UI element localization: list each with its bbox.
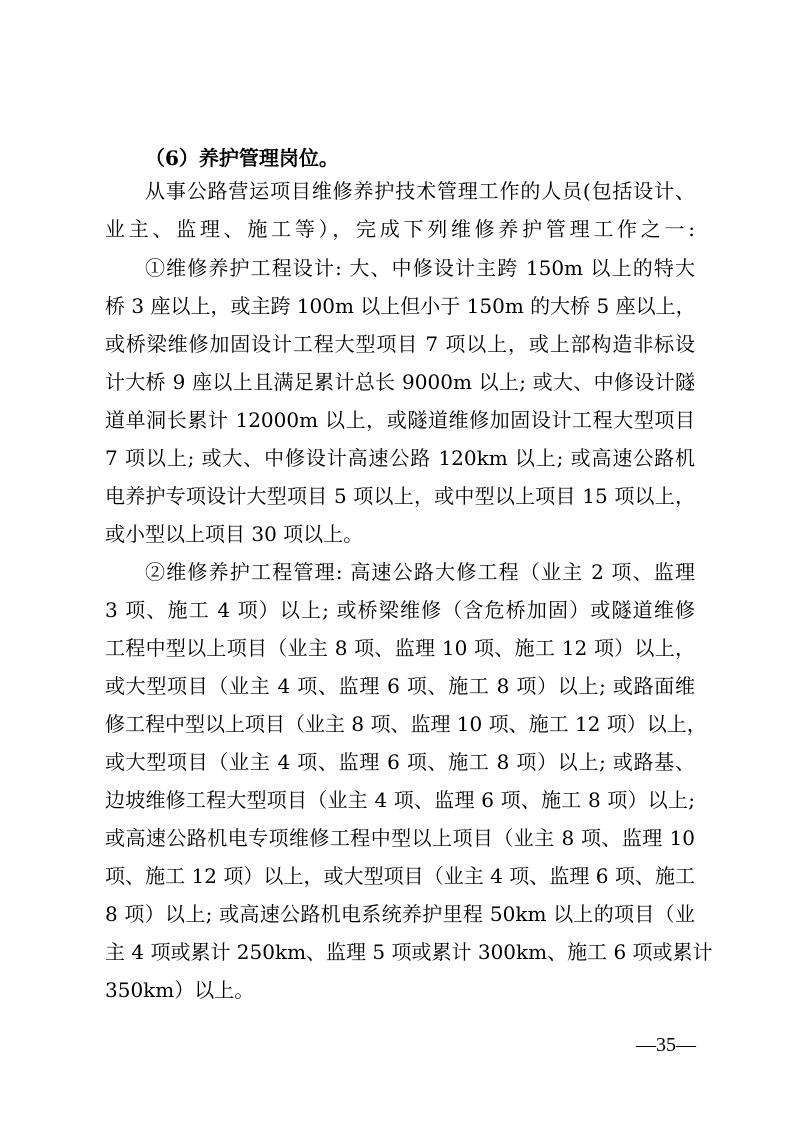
paragraph-line: 或小型以上项目 30 项以上。 bbox=[105, 522, 364, 546]
paragraph-line: 计大桥 9 座以上且满足累计总长 9000m 以上; 或大、中修设计隧 bbox=[105, 370, 695, 394]
paragraph-line: 电养护专项设计大型项目 5 项以上，或中型以上项目 15 项以上， bbox=[105, 484, 695, 508]
paragraph-line: 或高速公路机电专项维修工程中型以上项目（业主 8 项、监理 10 bbox=[105, 826, 695, 850]
paragraph-line: 修工程中型以上项目（业主 8 项、监理 10 项、施工 12 项）以上， bbox=[105, 712, 707, 736]
paragraph-line: ②维修养护工程管理: 高速公路大修工程（业主 2 项、监理 bbox=[145, 560, 695, 584]
paragraph-line: 桥 3 座以上，或主跨 100m 以上但小于 150m 的大桥 5 座以上， bbox=[105, 294, 696, 318]
section-heading: （6）养护管理岗位。 bbox=[145, 146, 339, 170]
paragraph-line: 或大型项目（业主 4 项、监理 6 项、施工 8 项）以上; 或路面维 bbox=[105, 674, 695, 698]
paragraph-line: 或大型项目（业主 4 项、监理 6 项、施工 8 项）以上; 或路基、 bbox=[105, 750, 695, 774]
paragraph-line: 350km）以上。 bbox=[105, 978, 255, 1002]
page-number: —35— bbox=[636, 1034, 696, 1056]
paragraph-line: 业主、监理、施工等），完成下列维修养护管理工作之一: bbox=[105, 217, 695, 241]
paragraph-line: 从事公路营运项目维修养护技术管理工作的人员(包括设计、 bbox=[145, 179, 695, 203]
paragraph-line: 工程中型以上项目（业主 8 项、监理 10 项、施工 12 项）以上， bbox=[105, 636, 695, 660]
paragraph-line: 7 项以上; 或大、中修设计高速公路 120km 以上; 或高速公路机 bbox=[105, 446, 695, 470]
paragraph-line: 8 项）以上; 或高速公路机电系统养护里程 50km 以上的项目（业 bbox=[105, 902, 695, 926]
paragraph-line: 或桥梁维修加固设计工程大型项目 7 项以上，或上部构造非标设 bbox=[105, 332, 695, 356]
paragraph-line: ①维修养护工程设计: 大、中修设计主跨 150m 以上的特大 bbox=[145, 256, 695, 280]
paragraph-line: 道单洞长累计 12000m 以上，或隧道维修加固设计工程大型项目 bbox=[105, 408, 695, 432]
paragraph-line: 边坡维修工程大型项目（业主 4 项、监理 6 项、施工 8 项）以上; bbox=[105, 788, 695, 812]
paragraph-line: 项、施工 12 项）以上，或大型项目（业主 4 项、监理 6 项、施工 bbox=[105, 864, 695, 888]
paragraph-line: 3 项、施工 4 项）以上; 或桥梁维修（含危桥加固）或隧道维修 bbox=[105, 598, 695, 622]
paragraph-line: 主 4 项或累计 250km、监理 5 项或累计 300km、施工 6 项或累计 bbox=[105, 940, 713, 964]
